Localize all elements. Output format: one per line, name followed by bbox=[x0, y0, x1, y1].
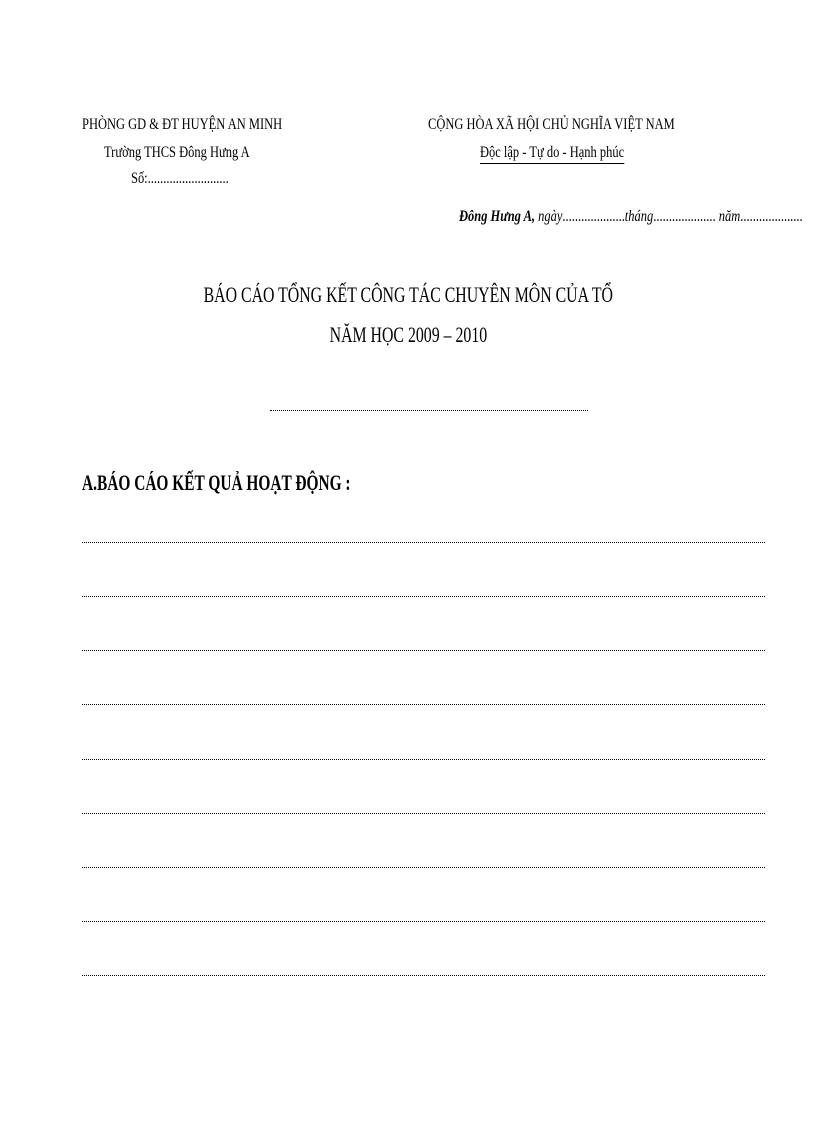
department-name bbox=[82, 116, 339, 134]
answer-line bbox=[82, 542, 765, 543]
report-school-year bbox=[0, 322, 816, 348]
section-a-heading-text: A.BÁO CÁO KẾT QUẢ HOẠT ĐỘNG : bbox=[82, 470, 351, 495]
answer-line bbox=[82, 596, 765, 597]
school-name-text: Trường THCS Đông Hưng A bbox=[104, 144, 250, 161]
report-school-year-text: NĂM HỌC 2009 – 2010 bbox=[329, 322, 487, 347]
document-number-text: Số:.......................... bbox=[131, 170, 229, 187]
month-label: tháng bbox=[624, 208, 654, 225]
month-blank: .................... bbox=[653, 208, 716, 225]
report-title bbox=[0, 282, 816, 308]
place-date-line bbox=[459, 208, 816, 226]
country-name bbox=[428, 116, 744, 134]
school-name bbox=[104, 144, 291, 162]
national-motto bbox=[480, 144, 665, 164]
place-date-text bbox=[459, 208, 803, 226]
year-label: năm bbox=[718, 208, 741, 225]
country-name-text: CỘNG HÒA XÃ HỘI CHỦ NGHĨA VIỆT NAM bbox=[428, 116, 675, 133]
answer-line bbox=[82, 813, 765, 814]
place-name: Đông Hưng A, bbox=[459, 208, 536, 225]
day-blank: .................... bbox=[562, 208, 625, 225]
answer-line bbox=[82, 975, 765, 976]
document-number bbox=[131, 170, 256, 188]
answer-line bbox=[82, 650, 765, 651]
department-name-text: PHÒNG GD & ĐT HUYỆN AN MINH bbox=[82, 116, 283, 133]
answer-line bbox=[82, 704, 765, 705]
national-motto-text: Độc lập - Tự do - Hạnh phúc bbox=[480, 144, 624, 164]
section-a-heading bbox=[82, 470, 466, 496]
answer-line bbox=[82, 867, 765, 868]
year-blank: .................... bbox=[740, 208, 803, 225]
title-divider bbox=[270, 410, 588, 411]
answer-line bbox=[82, 921, 765, 922]
report-title-text: BÁO CÁO TỔNG KẾT CÔNG TÁC CHUYÊN MÔN CỦA TỔ bbox=[203, 282, 613, 307]
answer-line bbox=[82, 759, 765, 760]
day-label: ngày bbox=[538, 208, 563, 225]
